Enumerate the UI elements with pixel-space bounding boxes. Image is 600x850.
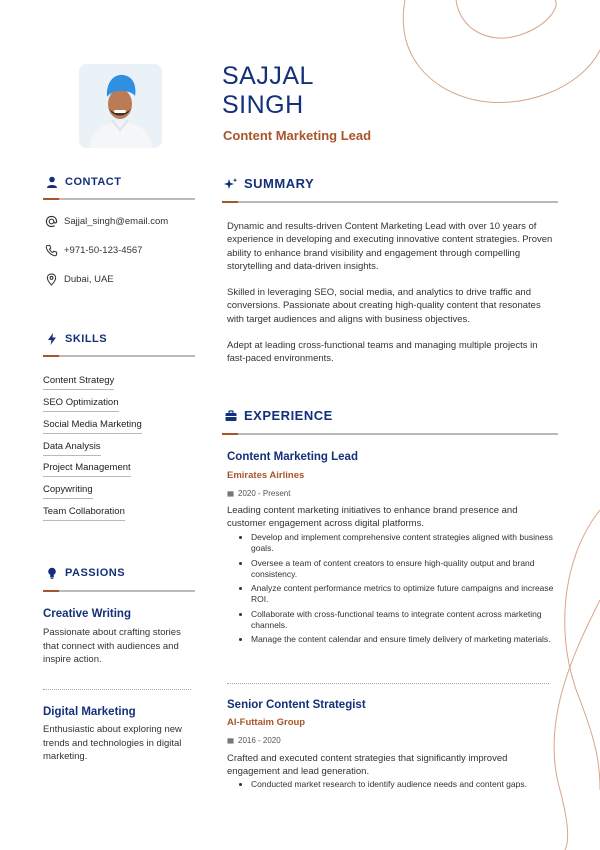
period-text: 2020 - Present: [238, 489, 291, 498]
bullet-item: Conducted market research to identify audience needs and content gaps.: [237, 779, 557, 790]
skill-item: Team Collaboration: [43, 506, 125, 521]
passions-title: PASSIONS: [65, 567, 126, 579]
contact-phone[interactable]: [45, 244, 142, 257]
summary-title: SUMMARY: [244, 176, 315, 191]
location-text: Dubai, UAE: [64, 274, 114, 285]
company-name: Al-Futtaim Group: [227, 717, 306, 728]
skills-heading: [45, 332, 107, 346]
passion-divider: [43, 689, 191, 690]
briefcase-icon: [224, 409, 238, 423]
skills-rule: [43, 355, 195, 357]
contact-rule: [43, 198, 195, 200]
passion-description: Passionate about crafting stories that connect with audiences and inspire action.: [43, 627, 181, 665]
name-line-2: SINGH: [222, 91, 304, 119]
contact-email[interactable]: [45, 215, 168, 228]
lightning-icon: [45, 332, 59, 346]
skill-item: SEO Optimization: [43, 397, 119, 412]
experience-rule: [222, 433, 558, 435]
contact-heading: [45, 175, 121, 189]
experience-heading: [224, 408, 333, 423]
job-title: Senior Content Strategist: [227, 699, 366, 711]
passion-title: Digital Marketing: [43, 706, 136, 718]
company-name: Emirates Airlines: [227, 470, 305, 481]
candidate-name: [222, 62, 314, 120]
summary-rule: [222, 201, 558, 203]
summary-paragraph: Adept at leading cross-functional teams and managing multiple projects in fast-paced environments.: [227, 340, 538, 365]
experience-title: EXPERIENCE: [244, 408, 333, 423]
passions-heading: [45, 566, 125, 580]
job-title: Content Marketing Lead: [227, 451, 358, 463]
bullet-item: Oversee a team of content creators to ensure high-quality output and brand consistency.: [237, 558, 557, 580]
job-description: Crafted and executed content strategies that significantly improved engagement and lead generation.: [227, 753, 508, 778]
contact-title: CONTACT: [65, 176, 122, 188]
phone-text: +971-50-123-4567: [64, 245, 143, 256]
calendar-icon: [227, 737, 234, 744]
skill-item: Copywriting: [43, 484, 93, 499]
location-pin-icon: [45, 273, 58, 286]
passion-description: Enthusiastic about exploring new trends and technologies in digital marketing.: [43, 724, 182, 762]
passion-title: Creative Writing: [43, 608, 131, 620]
job-period: [227, 489, 290, 498]
bullet-item: Collaborate with cross-functional teams to integrate content across marketing channels.: [237, 609, 557, 631]
lightbulb-icon: [45, 566, 59, 580]
summary-heading: [224, 176, 314, 191]
job-bullets: [237, 532, 557, 649]
job-description: Leading content marketing initiatives to enhance brand presence and customer engagement across digital platforms.: [227, 505, 518, 530]
name-line-1: SAJJAL: [222, 62, 314, 90]
email-text: Sajjal_singh@email.com: [64, 216, 169, 227]
job-bullets: [237, 779, 557, 794]
skills-title: SKILLS: [65, 333, 108, 345]
passions-rule: [43, 590, 195, 592]
summary-paragraph: Skilled in leveraging SEO, social media, and analytics to drive traffic and conversions. Passionate about creating high-quality content that resonates with target audiences and aligns with business objectives.: [227, 287, 541, 325]
contact-location: [45, 273, 114, 286]
at-icon: [45, 215, 58, 228]
period-text: 2016 - 2020: [238, 736, 281, 745]
skill-item: Data Analysis: [43, 441, 101, 456]
person-icon: [45, 175, 59, 189]
bullet-item: Manage the content calendar and ensure timely delivery of marketing materials.: [237, 634, 557, 645]
skill-item: Social Media Marketing: [43, 419, 142, 434]
skill-item: Content Strategy: [43, 375, 114, 390]
job-role: Content Marketing Lead: [223, 128, 372, 143]
summary-paragraph: Dynamic and results-driven Content Marketing Lead with over 10 years of experience in developing and executing innovative content strategies. Proven ability to enhance brand visibility and engagement through compelling storytelling and data-driven insights.: [227, 221, 553, 273]
skill-item: Project Management: [43, 462, 131, 477]
profile-photo: [79, 64, 162, 148]
calendar-icon: [227, 490, 234, 497]
bullet-item: Analyze content performance metrics to optimize future campaigns and increase ROI.: [237, 583, 557, 605]
experience-divider: [227, 683, 549, 684]
bullet-item: Develop and implement comprehensive content strategies aligned with business goals.: [237, 532, 557, 554]
sparkle-icon: [224, 177, 238, 191]
job-period: [227, 736, 281, 745]
phone-icon: [45, 244, 58, 257]
